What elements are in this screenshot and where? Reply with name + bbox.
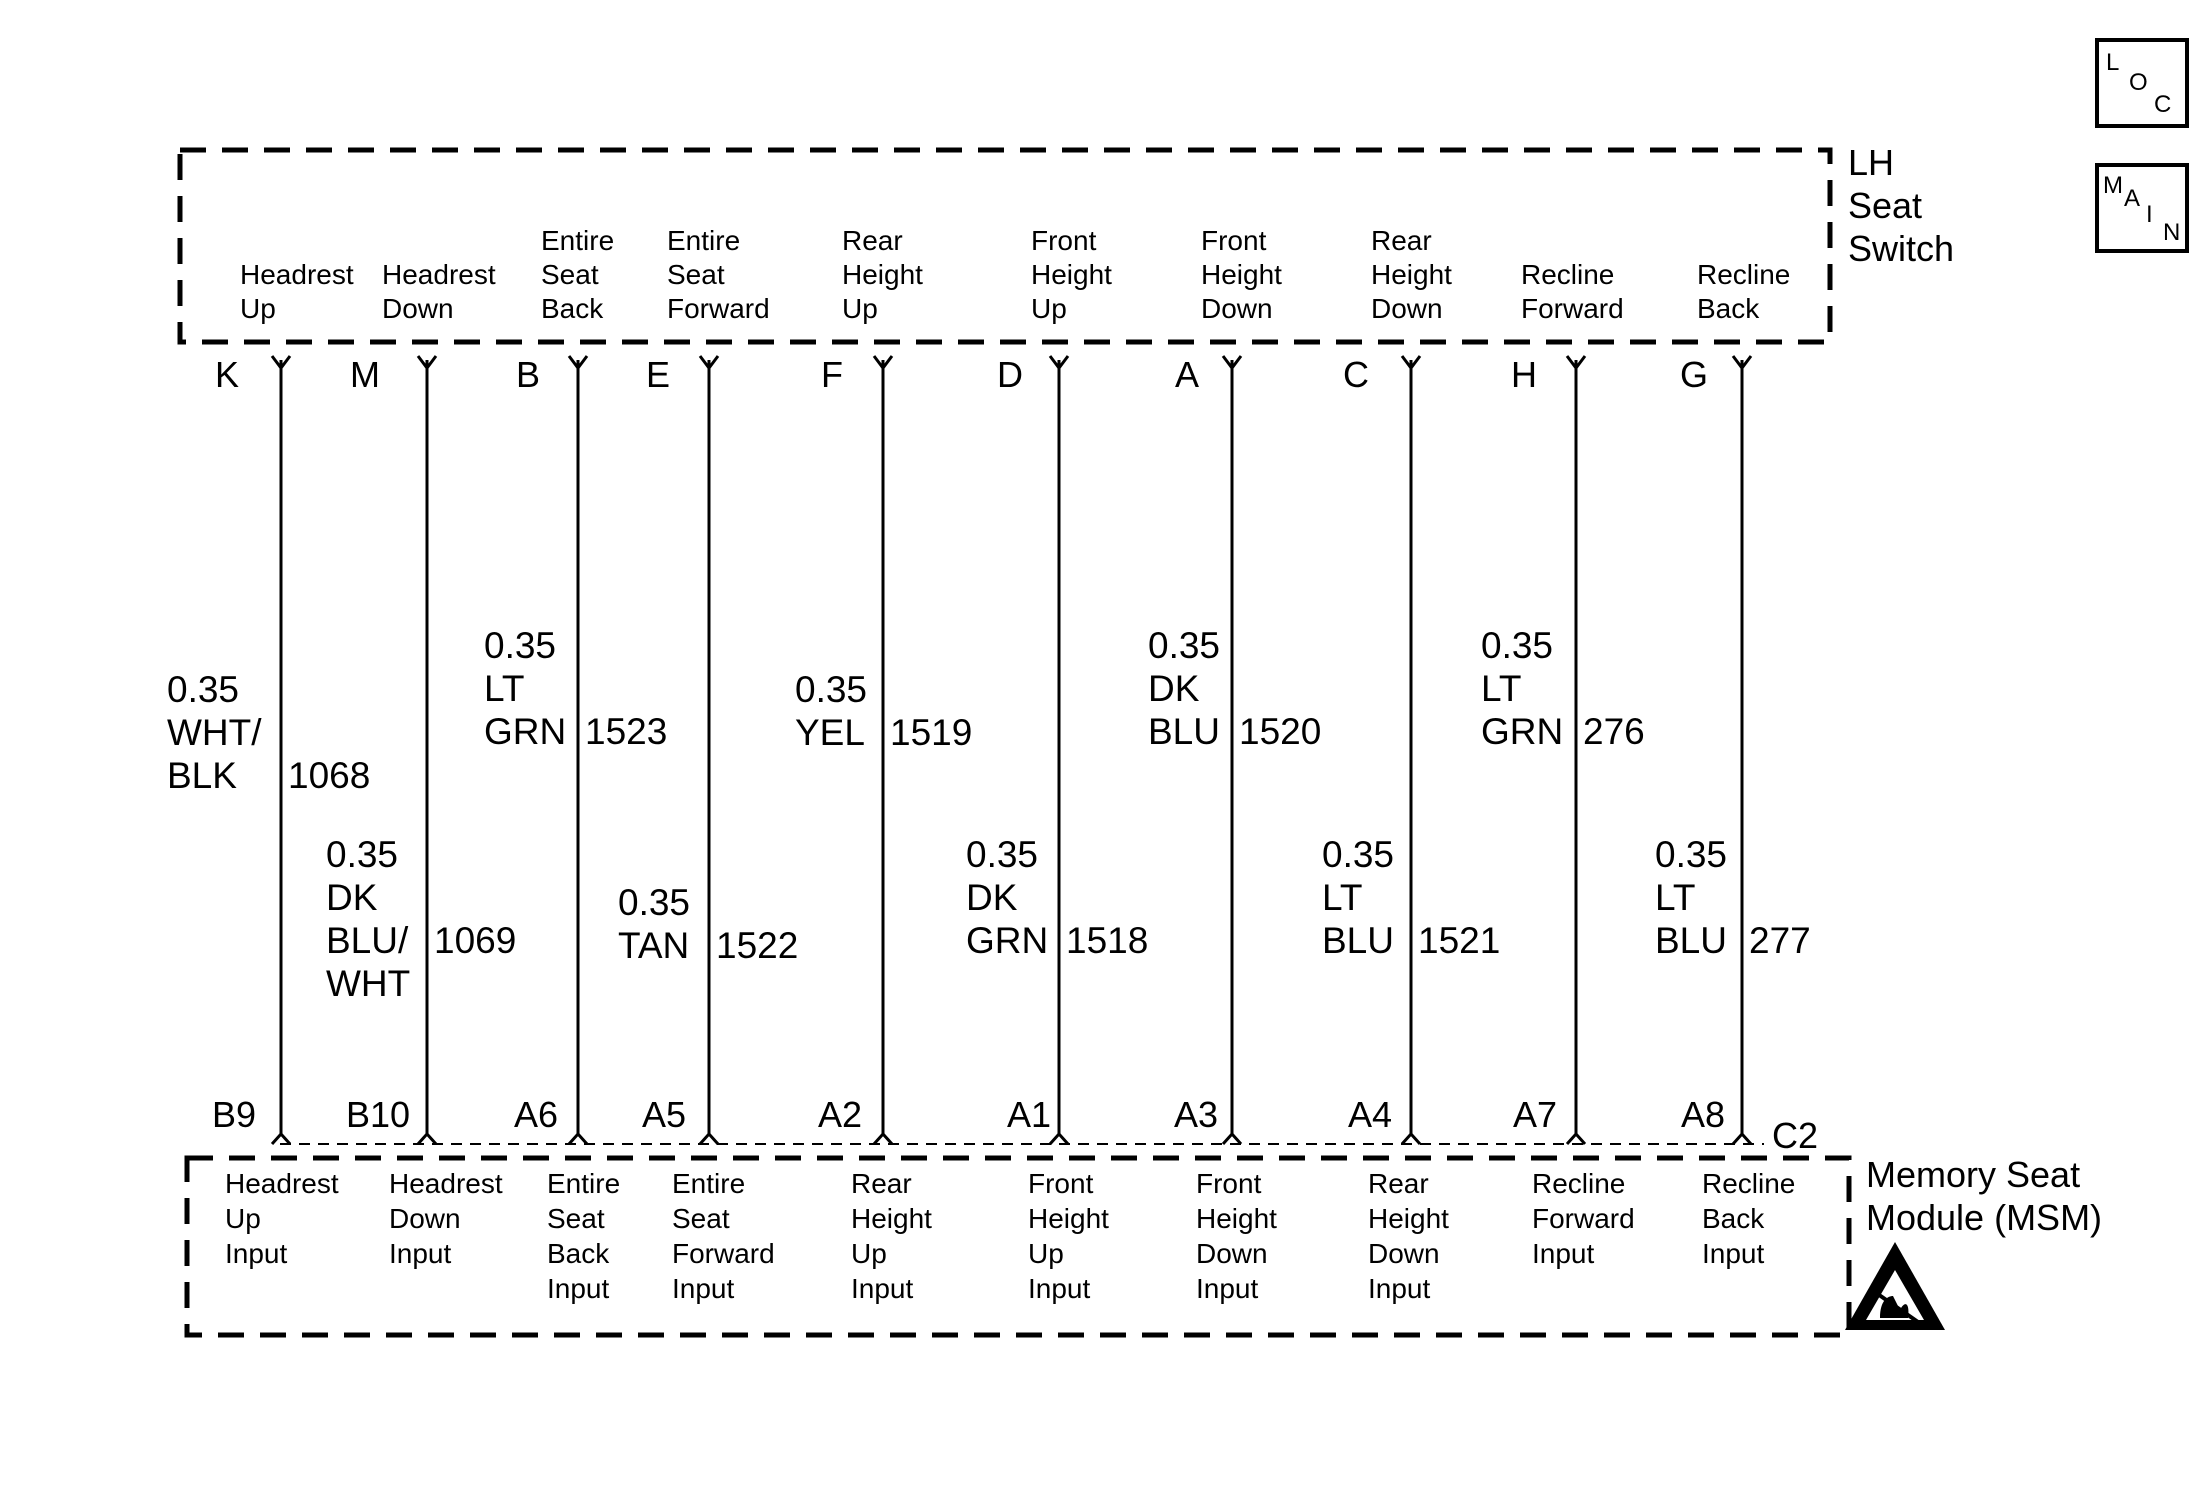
module-terminal	[700, 1134, 718, 1144]
module-input-line: Recline	[1702, 1168, 1796, 1199]
wire-color-line: WHT/	[167, 712, 262, 753]
wire-color-line: LT	[1322, 877, 1363, 918]
switch-function-line: Recline	[1521, 259, 1615, 290]
wire-color-label	[326, 834, 410, 1004]
switch-function-line: Forward	[667, 293, 770, 324]
wire-color-line: 0.35	[484, 625, 557, 666]
switch-function-label	[1201, 225, 1282, 324]
module-input-label	[1532, 1168, 1635, 1269]
module-input-line: Headrest	[225, 1168, 339, 1199]
loc-letter: L	[2106, 49, 2120, 76]
module-terminal	[1402, 1134, 1420, 1144]
module-terminal	[1050, 1134, 1068, 1144]
wire-color-line: 0.35	[795, 669, 868, 710]
switch-pin-label: M	[350, 354, 380, 395]
module-pin-label: A6	[514, 1094, 559, 1135]
module-terminal	[1567, 1134, 1585, 1144]
circuit-number: 1068	[288, 755, 371, 796]
switch-function-line: Seat	[667, 259, 725, 290]
module-input-line: Height	[851, 1203, 932, 1234]
switch-function-label	[667, 225, 770, 324]
switch-pin-label: D	[997, 354, 1023, 395]
switch-function-line: Seat	[541, 259, 599, 290]
module-input-line: Headrest	[389, 1168, 503, 1199]
wire-color-line: DK	[966, 877, 1018, 918]
wire-color-line: 0.35	[1322, 834, 1395, 875]
module-input-line: Input	[1702, 1238, 1765, 1269]
circuit-number: 1522	[716, 925, 799, 966]
main-badge	[2097, 165, 2187, 251]
switch-title	[1848, 142, 1954, 269]
module-pin-label: B9	[212, 1094, 257, 1135]
wire-color-line: BLK	[167, 755, 237, 796]
module-input-line: Down	[1368, 1238, 1440, 1269]
module-input-line: Down	[1196, 1238, 1268, 1269]
module-input-line: Front	[1196, 1168, 1262, 1199]
module-terminal	[272, 1134, 290, 1144]
module-pin-label: B10	[346, 1094, 411, 1135]
switch-function-line: Height	[1371, 259, 1452, 290]
module-input-line: Rear	[851, 1168, 912, 1199]
module-input-line: Input	[672, 1273, 735, 1304]
switch-function-line: Rear	[1371, 225, 1432, 256]
circuit-number: 1523	[585, 711, 668, 752]
module-input-line: Height	[1196, 1203, 1277, 1234]
wire-color-line: GRN	[966, 920, 1049, 961]
module-input-label	[1028, 1168, 1109, 1304]
module-input-line: Input	[389, 1238, 452, 1269]
switch-function-line: Down	[1371, 293, 1443, 324]
module-input-line: Input	[1368, 1273, 1431, 1304]
module-input-label	[1196, 1168, 1277, 1304]
switch-title-line: Switch	[1848, 228, 1955, 269]
module-input-line: Forward	[672, 1238, 775, 1269]
switch-function-line: Front	[1031, 225, 1097, 256]
wire-color-line: 0.35	[1481, 625, 1554, 666]
switch-function-line: Entire	[541, 225, 615, 256]
module-input-line: Back	[547, 1238, 610, 1269]
loc-letter: C	[2154, 91, 2172, 118]
module-title-line: Module (MSM)	[1866, 1197, 2103, 1238]
wire-color-label	[618, 882, 690, 966]
switch-function-line: Height	[1031, 259, 1112, 290]
module-input-line: Down	[389, 1203, 461, 1234]
module-input-line: Height	[1368, 1203, 1449, 1234]
wire-color-line: LT	[1481, 668, 1522, 709]
switch-function-label	[1371, 225, 1452, 324]
wire-color-line: DK	[326, 877, 378, 918]
module-input-label	[1368, 1168, 1449, 1304]
loc-badge	[2097, 40, 2187, 126]
wire-color-label	[1322, 834, 1394, 961]
wire-color-label	[484, 625, 566, 752]
wire-color-line: GRN	[1481, 711, 1564, 752]
module-input-line: Rear	[1368, 1168, 1429, 1199]
wire-color-line: 0.35	[167, 669, 240, 710]
switch-pin-label: A	[1174, 354, 1200, 395]
module-input-line: Input	[1028, 1273, 1091, 1304]
circuit-number: 1519	[890, 712, 973, 753]
wire-color-line: BLU/	[326, 920, 409, 961]
switch-function-label	[1697, 259, 1790, 324]
circuit-number: 1520	[1239, 711, 1322, 752]
module-terminal	[569, 1134, 587, 1144]
wire-color-line: 0.35	[326, 834, 399, 875]
wire-color-line: YEL	[795, 712, 865, 753]
module-input-line: Input	[547, 1273, 610, 1304]
module-input-label	[672, 1168, 775, 1304]
module-input-line: Input	[851, 1273, 914, 1304]
switch-function-line: Back	[541, 293, 604, 324]
main-letter: N	[2163, 219, 2181, 246]
module-terminal	[1223, 1134, 1241, 1144]
module-input-label	[225, 1168, 339, 1269]
circuit-number: 277	[1749, 920, 1811, 961]
switch-title-line: Seat	[1848, 185, 1923, 226]
module-pin-label: A8	[1681, 1094, 1726, 1135]
switch-function-label	[842, 225, 923, 324]
module-input-line: Up	[851, 1238, 887, 1269]
switch-function-line: Up	[842, 293, 878, 324]
module-input-line: Up	[1028, 1238, 1064, 1269]
switch-function-label	[1521, 259, 1624, 324]
module-input-line: Entire	[672, 1168, 746, 1199]
wire-color-label	[795, 669, 867, 753]
main-letter: A	[2124, 185, 2141, 212]
switch-function-line: Back	[1697, 293, 1760, 324]
module-terminal	[1733, 1134, 1751, 1144]
switch-pin-label: K	[214, 354, 240, 395]
wire-color-line: BLU	[1655, 920, 1727, 961]
module-pin-label: A2	[818, 1094, 863, 1135]
module-terminal	[874, 1134, 892, 1144]
switch-pin-label: C	[1343, 354, 1369, 395]
module-input-line: Seat	[672, 1203, 730, 1234]
switch-function-label	[240, 259, 354, 324]
loc-letter: O	[2129, 69, 2148, 96]
wire-color-label	[167, 669, 262, 796]
switch-function-line: Down	[1201, 293, 1273, 324]
module-input-label	[389, 1168, 503, 1269]
circuit-number: 1521	[1418, 920, 1501, 961]
switch-function-line: Headrest	[382, 259, 496, 290]
connector-label: C2	[1772, 1115, 1819, 1156]
wire-color-line: WHT	[326, 963, 411, 1004]
circuit-number: 276	[1583, 711, 1645, 752]
wire-color-line: 0.35	[1148, 625, 1221, 666]
switch-function-line: Height	[842, 259, 923, 290]
module-input-label	[547, 1168, 620, 1304]
switch-function-line: Up	[1031, 293, 1067, 324]
wire-color-line: TAN	[618, 925, 690, 966]
module-input-label	[1702, 1168, 1795, 1269]
switch-function-line: Down	[382, 293, 454, 324]
wire-color-line: BLU	[1148, 711, 1220, 752]
module-input-line: Forward	[1532, 1203, 1635, 1234]
wire-color-line: LT	[484, 668, 525, 709]
wire-color-line: GRN	[484, 711, 567, 752]
wire-color-line: LT	[1655, 877, 1696, 918]
module-input-line: Recline	[1532, 1168, 1626, 1199]
module-pin-label: A1	[1007, 1094, 1052, 1135]
module-title-line: Memory Seat	[1866, 1154, 2081, 1195]
module-input-line: Input	[225, 1238, 288, 1269]
switch-function-label	[382, 259, 496, 324]
label-layer	[167, 225, 1811, 1304]
wire-color-label	[1148, 625, 1220, 752]
module-input-line: Input	[1532, 1238, 1595, 1269]
switch-function-line: Headrest	[240, 259, 354, 290]
module-input-line: Input	[1196, 1273, 1259, 1304]
switch-function-label	[541, 225, 614, 324]
module-pin-label: A4	[1348, 1094, 1393, 1135]
switch-function-line: Up	[240, 293, 276, 324]
switch-function-line: Rear	[842, 225, 903, 256]
module-input-label	[851, 1168, 932, 1304]
switch-function-line: Entire	[667, 225, 741, 256]
switch-function-line: Recline	[1697, 259, 1791, 290]
switch-pin-label: F	[821, 354, 843, 395]
switch-pin-label: E	[645, 354, 671, 395]
wire-color-line: BLU	[1322, 920, 1394, 961]
esd-sensitive-icon	[1845, 1242, 1945, 1330]
module-input-line: Up	[225, 1203, 261, 1234]
main-letter: I	[2146, 201, 2153, 228]
switch-pin-label: H	[1511, 354, 1537, 395]
switch-pin-label: B	[515, 354, 541, 395]
module-pin-label: A7	[1513, 1094, 1558, 1135]
switch-function-label	[1031, 225, 1112, 324]
module-pin-label: A3	[1174, 1094, 1219, 1135]
module-input-line: Back	[1702, 1203, 1765, 1234]
main-letter: M	[2103, 172, 2123, 199]
module-pin-label: A5	[642, 1094, 687, 1135]
wire-color-line: 0.35	[1655, 834, 1728, 875]
switch-function-line: Forward	[1521, 293, 1624, 324]
wire-color-line: 0.35	[618, 882, 691, 923]
switch-pin-label: G	[1679, 354, 1709, 395]
switch-function-line: Front	[1201, 225, 1267, 256]
wire-color-label	[1655, 834, 1727, 961]
wire-color-label	[1481, 625, 1563, 752]
switch-title-line: LH	[1848, 142, 1895, 183]
circuit-number: 1518	[1066, 920, 1149, 961]
wire-color-line: DK	[1148, 668, 1200, 709]
module-title	[1866, 1154, 2102, 1238]
module-input-line: Seat	[547, 1203, 605, 1234]
switch-function-line: Height	[1201, 259, 1282, 290]
module-input-line: Height	[1028, 1203, 1109, 1234]
circuit-number: 1069	[434, 920, 517, 961]
module-input-line: Entire	[547, 1168, 621, 1199]
wire-color-line: 0.35	[966, 834, 1039, 875]
module-terminal	[418, 1134, 436, 1144]
wire-color-label	[966, 834, 1048, 961]
module-input-line: Front	[1028, 1168, 1094, 1199]
